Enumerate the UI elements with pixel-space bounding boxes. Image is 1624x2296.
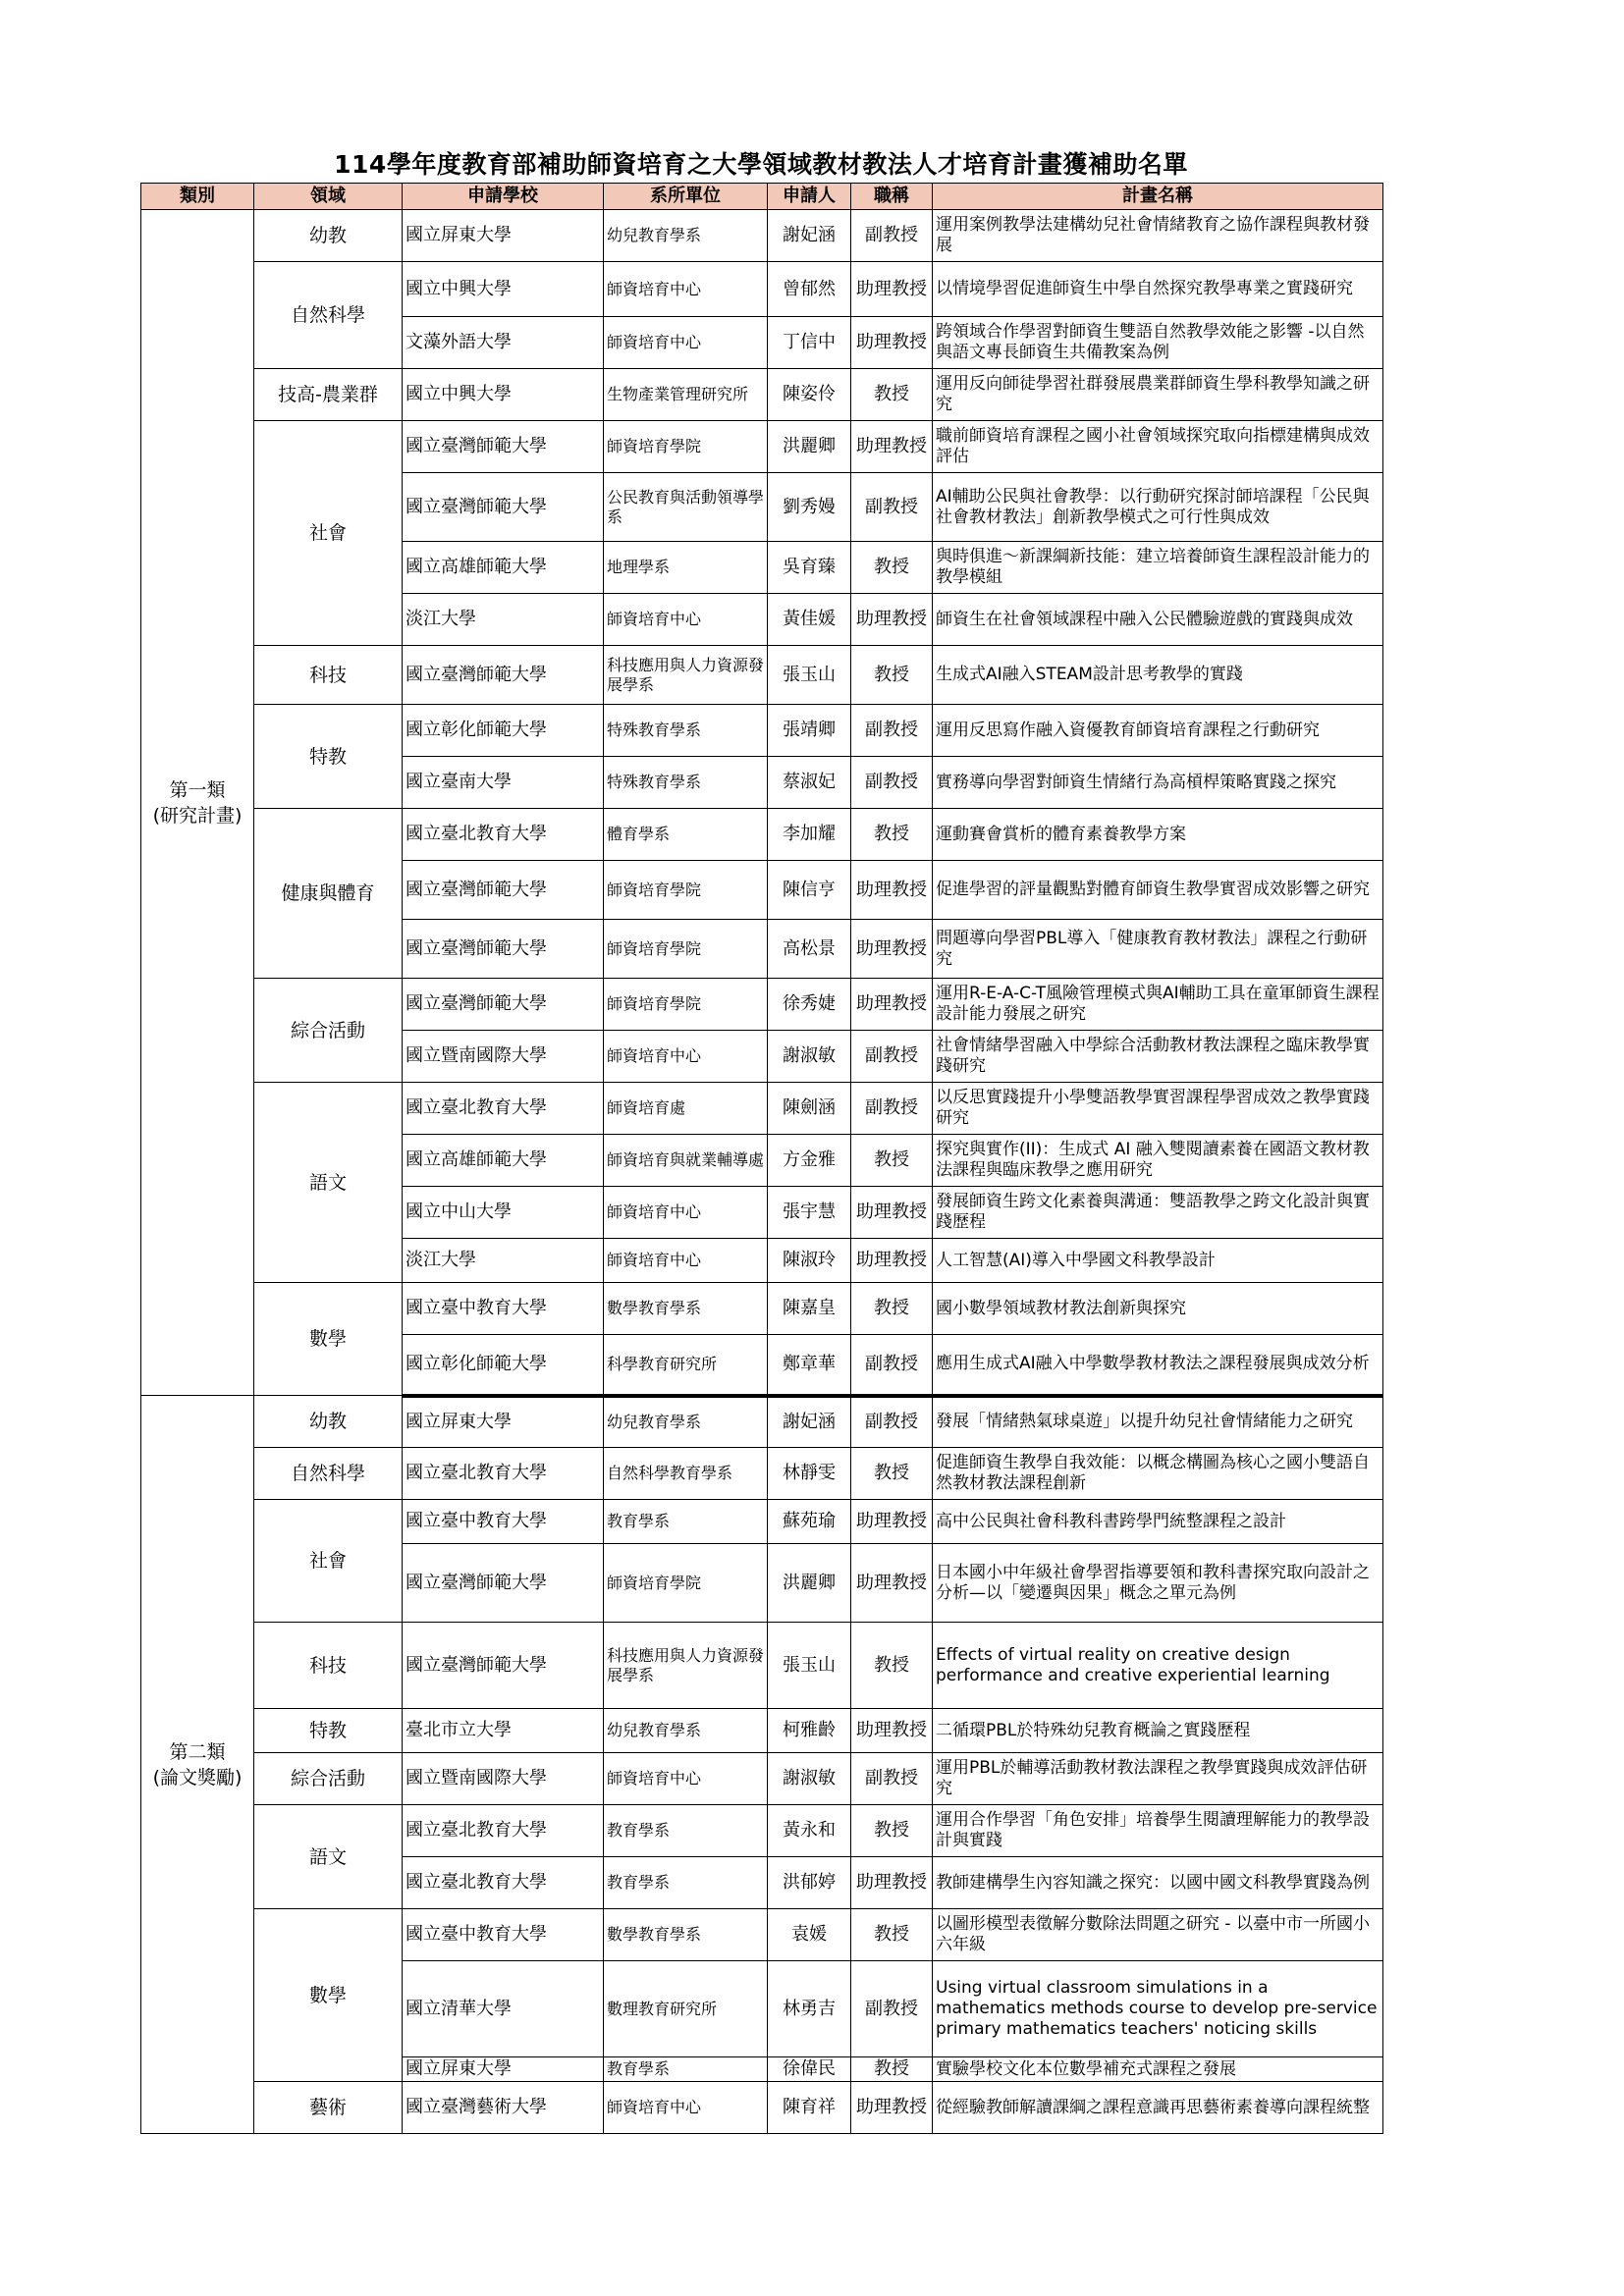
school-cell: 國立屏東大學 <box>403 2057 604 2082</box>
applicant-cell: 張宇慧 <box>768 1187 851 1239</box>
field-cell: 數學 <box>254 1909 403 2082</box>
school-cell: 國立臺灣師範大學 <box>403 1623 604 1709</box>
school-cell: 國立臺北教育大學 <box>403 809 604 861</box>
department-cell: 公民教育與活動領導學系 <box>604 473 768 542</box>
school-cell: 國立臺中教育大學 <box>403 1283 604 1335</box>
school-cell: 臺北市立大學 <box>403 1709 604 1753</box>
rank-cell: 副教授 <box>851 1961 933 2057</box>
school-cell: 國立屏東大學 <box>403 1396 604 1448</box>
applicant-cell: 方金雅 <box>768 1135 851 1187</box>
project-cell: 實驗學校文化本位數學補充式課程之發展 <box>933 2057 1383 2082</box>
department-cell: 師資培育學院 <box>604 1544 768 1623</box>
field-cell: 藝術 <box>254 2082 403 2134</box>
department-cell: 教育學系 <box>604 2057 768 2082</box>
applicant-cell: 陳嘉皇 <box>768 1283 851 1335</box>
table-row <box>141 1909 1383 1961</box>
department-cell: 師資培育處 <box>604 1083 768 1135</box>
applicant-cell: 丁信中 <box>768 317 851 369</box>
table-row <box>141 1500 1383 1544</box>
department-cell: 數理教育研究所 <box>604 1961 768 2057</box>
field-cell: 特教 <box>254 1709 403 1753</box>
rank-cell: 助理教授 <box>851 861 933 920</box>
school-cell: 國立臺灣師範大學 <box>403 979 604 1031</box>
department-cell: 科技應用與人力資源發展學系 <box>604 646 768 705</box>
header-department: 系所單位 <box>604 184 768 210</box>
applicant-cell: 洪麗卿 <box>768 1544 851 1623</box>
school-cell: 國立臺灣藝術大學 <box>403 2082 604 2134</box>
header-project: 計畫名稱 <box>933 184 1383 210</box>
department-cell: 師資培育學院 <box>604 979 768 1031</box>
school-cell: 國立臺中教育大學 <box>403 1909 604 1961</box>
table-row <box>141 1805 1383 1857</box>
rank-cell: 副教授 <box>851 757 933 809</box>
category-cell: 第二類 (論文獎勵) <box>141 1396 254 2134</box>
field-cell: 自然科學 <box>254 262 403 369</box>
field-cell: 綜合活動 <box>254 979 403 1083</box>
table-row <box>141 1623 1383 1709</box>
applicant-cell: 鄭章華 <box>768 1335 851 1396</box>
project-cell: 運用反向師徒學習社群發展農業群師資生學科教學知識之研究 <box>933 369 1383 421</box>
school-cell: 國立臺中教育大學 <box>403 1500 604 1544</box>
department-cell: 師資培育中心 <box>604 2082 768 2134</box>
project-cell: 運用合作學習「角色安排」培養學生閱讀理解能力的教學設計與實踐 <box>933 1805 1383 1857</box>
rank-cell: 助理教授 <box>851 1187 933 1239</box>
school-cell: 淡江大學 <box>403 1239 604 1283</box>
field-cell: 科技 <box>254 1623 403 1709</box>
table-row <box>141 421 1383 473</box>
table-row <box>141 262 1383 317</box>
applicant-cell: 吳育臻 <box>768 542 851 594</box>
field-cell: 技高-農業群 <box>254 369 403 421</box>
table-row <box>141 809 1383 861</box>
project-cell: 二循環PBL於特殊幼兒教育概論之實踐歷程 <box>933 1709 1383 1753</box>
department-cell: 生物產業管理研究所 <box>604 369 768 421</box>
project-cell: 職前師資培育課程之國小社會領域探究取向指標建構與成效評估 <box>933 421 1383 473</box>
applicant-cell: 柯雅齡 <box>768 1709 851 1753</box>
project-cell: 以情境學習促進師資生中學自然探究教學專業之實踐研究 <box>933 262 1383 317</box>
applicant-cell: 洪郁婷 <box>768 1857 851 1909</box>
applicant-cell: 黃永和 <box>768 1805 851 1857</box>
project-cell: 國小數學領域教材教法創新與探究 <box>933 1283 1383 1335</box>
department-cell: 教育學系 <box>604 1500 768 1544</box>
field-cell: 社會 <box>254 421 403 646</box>
department-cell: 師資培育中心 <box>604 1187 768 1239</box>
department-cell: 師資培育中心 <box>604 1239 768 1283</box>
table-header-row <box>141 184 1383 210</box>
field-cell: 綜合活動 <box>254 1753 403 1805</box>
category-cell: 第一類 (研究計畫) <box>141 210 254 1396</box>
school-cell: 國立暨南國際大學 <box>403 1031 604 1083</box>
department-cell: 師資培育學院 <box>604 920 768 979</box>
table-row <box>141 1083 1383 1135</box>
rank-cell: 副教授 <box>851 1083 933 1135</box>
project-cell: 從經驗教師解讀課綱之課程意識再思藝術素養導向課程統整 <box>933 2082 1383 2134</box>
rank-cell: 教授 <box>851 1283 933 1335</box>
field-cell: 健康與體育 <box>254 809 403 979</box>
project-cell: 師資生在社會領域課程中融入公民體驗遊戲的實踐與成效 <box>933 594 1383 646</box>
rank-cell: 教授 <box>851 646 933 705</box>
applicant-cell: 曾郁然 <box>768 262 851 317</box>
department-cell: 幼兒教育學系 <box>604 1709 768 1753</box>
applicant-cell: 陳淑玲 <box>768 1239 851 1283</box>
department-cell: 教育學系 <box>604 1805 768 1857</box>
field-cell: 幼教 <box>254 210 403 262</box>
school-cell: 國立臺北教育大學 <box>403 1083 604 1135</box>
department-cell: 師資培育中心 <box>604 594 768 646</box>
project-cell: 運用R-E-A-C-T風險管理模式與AI輔助工具在童軍師資生課程設計能力發展之研究 <box>933 979 1383 1031</box>
header-school: 申請學校 <box>403 184 604 210</box>
table-row <box>141 1709 1383 1753</box>
school-cell: 國立中興大學 <box>403 369 604 421</box>
rank-cell: 副教授 <box>851 705 933 757</box>
field-cell: 語文 <box>254 1805 403 1909</box>
applicant-cell: 陳信亨 <box>768 861 851 920</box>
rank-cell: 助理教授 <box>851 1500 933 1544</box>
applicant-cell: 謝妃涵 <box>768 210 851 262</box>
school-cell: 國立屏東大學 <box>403 210 604 262</box>
rank-cell: 教授 <box>851 1135 933 1187</box>
school-cell: 國立臺南大學 <box>403 757 604 809</box>
rank-cell: 教授 <box>851 542 933 594</box>
applicant-cell: 謝妃涵 <box>768 1396 851 1448</box>
applicant-cell: 張玉山 <box>768 1623 851 1709</box>
school-cell: 國立清華大學 <box>403 1961 604 2057</box>
document-title: 114學年度教育部補助師資培育之大學領域教材教法人才培育計畫獲補助名單 <box>334 150 1188 179</box>
school-cell: 國立暨南國際大學 <box>403 1753 604 1805</box>
rank-cell: 教授 <box>851 1448 933 1500</box>
department-cell: 幼兒教育學系 <box>604 1396 768 1448</box>
project-cell: 發展師資生跨文化素養與溝通：雙語教學之跨文化設計與實踐歷程 <box>933 1187 1383 1239</box>
project-cell: 生成式AI融入STEAM設計思考教學的實踐 <box>933 646 1383 705</box>
table-row <box>141 1283 1383 1335</box>
department-cell: 自然科學教育學系 <box>604 1448 768 1500</box>
project-cell: 實務導向學習對師資生情緒行為高槓桿策略實踐之探究 <box>933 757 1383 809</box>
header-rank: 職稱 <box>851 184 933 210</box>
project-cell: 跨領域合作學習對師資生雙語自然教學效能之影響 -以自然與語文專長師資生共備教案為例 <box>933 317 1383 369</box>
applicant-cell: 謝淑敏 <box>768 1031 851 1083</box>
school-cell: 國立高雄師範大學 <box>403 542 604 594</box>
applicant-cell: 洪麗卿 <box>768 421 851 473</box>
applicant-cell: 黃佳媛 <box>768 594 851 646</box>
applicant-cell: 張靖卿 <box>768 705 851 757</box>
rank-cell: 教授 <box>851 2057 933 2082</box>
grant-table <box>140 183 1383 2134</box>
department-cell: 科技應用與人力資源發展學系 <box>604 1623 768 1709</box>
department-cell: 師資培育中心 <box>604 1031 768 1083</box>
school-cell: 國立臺灣師範大學 <box>403 861 604 920</box>
header-category: 類別 <box>141 184 254 210</box>
rank-cell: 副教授 <box>851 1396 933 1448</box>
rank-cell: 助理教授 <box>851 1239 933 1283</box>
table-row <box>141 369 1383 421</box>
applicant-cell: 陳姿伶 <box>768 369 851 421</box>
department-cell: 體育學系 <box>604 809 768 861</box>
applicant-cell: 袁媛 <box>768 1909 851 1961</box>
project-cell: 運動賽會賞析的體育素養教學方案 <box>933 809 1383 861</box>
project-cell: 與時俱進～新課綱新技能：建立培養師資生課程設計能力的教學模組 <box>933 542 1383 594</box>
school-cell: 國立彰化師範大學 <box>403 1335 604 1396</box>
applicant-cell: 林勇吉 <box>768 1961 851 2057</box>
school-cell: 國立臺灣師範大學 <box>403 473 604 542</box>
project-cell: Effects of virtual reality on creative design performance and creative experiential learning <box>933 1623 1383 1709</box>
field-cell: 社會 <box>254 1500 403 1623</box>
table-row <box>141 210 1383 262</box>
field-cell: 特教 <box>254 705 403 809</box>
applicant-cell: 徐秀婕 <box>768 979 851 1031</box>
project-cell: Using virtual classroom simulations in a mathematics methods course to develop pre-service primary mathematics teachers' noticing skills <box>933 1961 1383 2057</box>
rank-cell: 助理教授 <box>851 979 933 1031</box>
rank-cell: 副教授 <box>851 1031 933 1083</box>
rank-cell: 助理教授 <box>851 421 933 473</box>
header-field: 領域 <box>254 184 403 210</box>
rank-cell: 副教授 <box>851 1753 933 1805</box>
table-row <box>141 1448 1383 1500</box>
school-cell: 國立中山大學 <box>403 1187 604 1239</box>
rank-cell: 助理教授 <box>851 1709 933 1753</box>
field-cell: 數學 <box>254 1283 403 1396</box>
rank-cell: 教授 <box>851 809 933 861</box>
grant-table-area <box>140 183 1382 2146</box>
department-cell: 幼兒教育學系 <box>604 210 768 262</box>
department-cell: 特殊教育學系 <box>604 757 768 809</box>
applicant-cell: 劉秀嫚 <box>768 473 851 542</box>
department-cell: 科學教育研究所 <box>604 1335 768 1396</box>
project-cell: 社會情緒學習融入中學綜合活動教材教法課程之臨床教學實踐研究 <box>933 1031 1383 1083</box>
rank-cell: 助理教授 <box>851 2082 933 2134</box>
school-cell: 國立臺灣師範大學 <box>403 421 604 473</box>
project-cell: 日本國小中年級社會學習指導要領和教科書探究取向設計之分析—以「變遷與因果」概念之單元為例 <box>933 1544 1383 1623</box>
rank-cell: 教授 <box>851 1805 933 1857</box>
project-cell: AI輔助公民與社會教學：以行動研究探討師培課程「公民與社會教材教法」創新教學模式之可行性與成效 <box>933 473 1383 542</box>
table-row <box>141 1753 1383 1805</box>
department-cell: 數學教育學系 <box>604 1283 768 1335</box>
field-cell: 語文 <box>254 1083 403 1283</box>
applicant-cell: 蘇苑瑜 <box>768 1500 851 1544</box>
project-cell: 發展「情緒熱氣球桌遊」以提升幼兒社會情緒能力之研究 <box>933 1396 1383 1448</box>
project-cell: 高中公民與社會科教科書跨學門統整課程之設計 <box>933 1500 1383 1544</box>
department-cell: 師資培育中心 <box>604 1753 768 1805</box>
school-cell: 國立彰化師範大學 <box>403 705 604 757</box>
project-cell: 運用PBL於輔導活動教材教法課程之教學實踐與成效評估研究 <box>933 1753 1383 1805</box>
project-cell: 應用生成式AI融入中學數學教材教法之課程發展與成效分析 <box>933 1335 1383 1396</box>
project-cell: 運用案例教學法建構幼兒社會情緒教育之協作課程與教材發展 <box>933 210 1383 262</box>
rank-cell: 助理教授 <box>851 1544 933 1623</box>
field-cell: 幼教 <box>254 1396 403 1448</box>
department-cell: 師資培育與就業輔導處 <box>604 1135 768 1187</box>
school-cell: 國立臺灣師範大學 <box>403 920 604 979</box>
table-row <box>141 2082 1383 2134</box>
applicant-cell: 蔡淑妃 <box>768 757 851 809</box>
rank-cell: 助理教授 <box>851 262 933 317</box>
table-row <box>141 705 1383 757</box>
rank-cell: 助理教授 <box>851 1857 933 1909</box>
applicant-cell: 謝淑敏 <box>768 1753 851 1805</box>
department-cell: 特殊教育學系 <box>604 705 768 757</box>
school-cell: 國立臺北教育大學 <box>403 1805 604 1857</box>
rank-cell: 教授 <box>851 1623 933 1709</box>
rank-cell: 副教授 <box>851 210 933 262</box>
project-cell: 教師建構學生內容知識之探究：以國中國文科教學實踐為例 <box>933 1857 1383 1909</box>
rank-cell: 副教授 <box>851 473 933 542</box>
project-cell: 促進師資生教學自我效能：以概念構圖為核心之國小雙語自然教材教法課程創新 <box>933 1448 1383 1500</box>
table-row <box>141 979 1383 1031</box>
department-cell: 地理學系 <box>604 542 768 594</box>
school-cell: 國立臺北教育大學 <box>403 1448 604 1500</box>
applicant-cell: 陳劍涵 <box>768 1083 851 1135</box>
project-cell: 以圖形模型表徵解分數除法問題之研究 - 以臺中市一所國小六年級 <box>933 1909 1383 1961</box>
project-cell: 探究與實作(II)：生成式 AI 融入雙閱讀素養在國語文教材教法課程與臨床教學之應用研究 <box>933 1135 1383 1187</box>
project-cell: 以反思實踐提升小學雙語教學實習課程學習成效之教學實踐研究 <box>933 1083 1383 1135</box>
project-cell: 運用反思寫作融入資優教育師資培育課程之行動研究 <box>933 705 1383 757</box>
department-cell: 教育學系 <box>604 1857 768 1909</box>
applicant-cell: 陳育祥 <box>768 2082 851 2134</box>
applicant-cell: 張玉山 <box>768 646 851 705</box>
project-cell: 問題導向學習PBL導入「健康教育教材教法」課程之行動研究 <box>933 920 1383 979</box>
school-cell: 文藻外語大學 <box>403 317 604 369</box>
department-cell: 數學教育學系 <box>604 1909 768 1961</box>
school-cell: 淡江大學 <box>403 594 604 646</box>
school-cell: 國立高雄師範大學 <box>403 1135 604 1187</box>
table-row <box>141 1396 1383 1448</box>
rank-cell: 教授 <box>851 1909 933 1961</box>
project-cell: 人工智慧(AI)導入中學國文科教學設計 <box>933 1239 1383 1283</box>
department-cell: 師資培育中心 <box>604 262 768 317</box>
rank-cell: 副教授 <box>851 1335 933 1396</box>
applicant-cell: 高松景 <box>768 920 851 979</box>
school-cell: 國立臺灣師範大學 <box>403 1544 604 1623</box>
project-cell: 促進學習的評量觀點對體育師資生教學實習成效影響之研究 <box>933 861 1383 920</box>
rank-cell: 助理教授 <box>851 594 933 646</box>
school-cell: 國立臺北教育大學 <box>403 1857 604 1909</box>
school-cell: 國立中興大學 <box>403 262 604 317</box>
table-row <box>141 646 1383 705</box>
school-cell: 國立臺灣師範大學 <box>403 646 604 705</box>
header-applicant: 申請人 <box>768 184 851 210</box>
field-cell: 科技 <box>254 646 403 705</box>
department-cell: 師資培育學院 <box>604 421 768 473</box>
department-cell: 師資培育中心 <box>604 317 768 369</box>
rank-cell: 教授 <box>851 369 933 421</box>
field-cell: 自然科學 <box>254 1448 403 1500</box>
applicant-cell: 林靜雯 <box>768 1448 851 1500</box>
rank-cell: 助理教授 <box>851 920 933 979</box>
rank-cell: 助理教授 <box>851 317 933 369</box>
applicant-cell: 李加耀 <box>768 809 851 861</box>
applicant-cell: 徐偉民 <box>768 2057 851 2082</box>
department-cell: 師資培育學院 <box>604 861 768 920</box>
